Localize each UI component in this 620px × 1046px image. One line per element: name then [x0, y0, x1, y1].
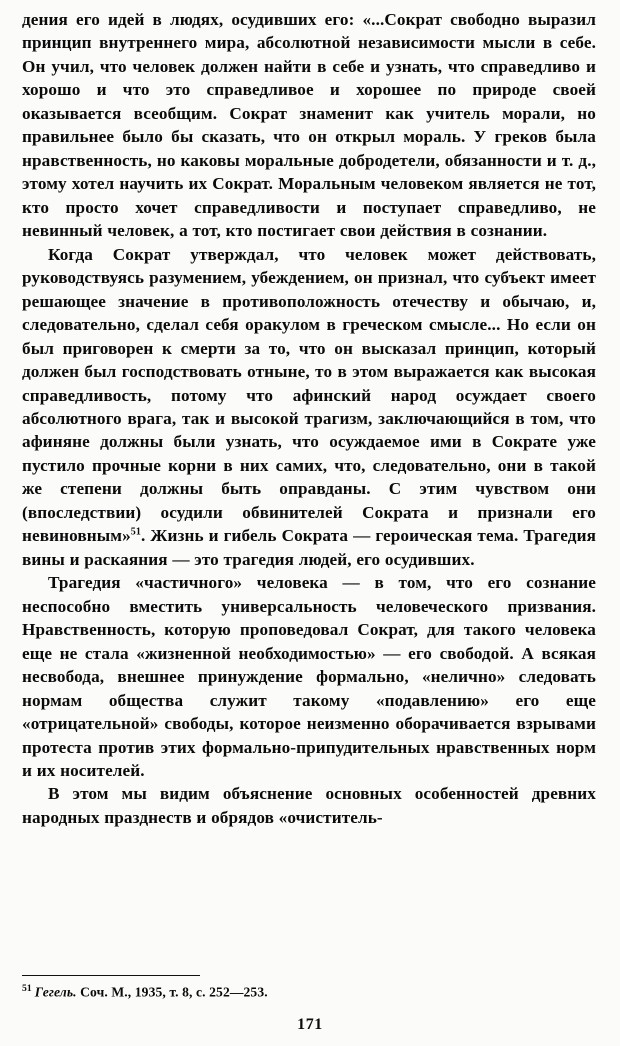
footnote-area — [22, 975, 596, 1002]
paragraph-2-text-before-footnote: Когда Сократ утверждал, что человек может действовать, руководствуясь разумением, убеждением, он признал, что субъект имеет решающее значение в противоположность отечеству и обычаю, и, следовательно, сделал себя оракулом в греческом смысле... Но если он был приговорен к смерти за то, что он высказал принцип, который должен был господствовать отныне, то в этом выражается как высокая справедливость, потому что афинский народ осуждает своего абсолютного врага, так и высокой трагизм, заключающийся в том, что афиняне должны были узнать, что осуждаемое ими в Сократе уже пустило прочные корни в них самих, что, следовательно, они в такой же степени должны быть оправданы. С этим чувством они (впоследствии) осудили обвинителей Сократа и признали его невиновным» — [22, 244, 596, 546]
footnote-text: Соч. М., 1935, т. 8, с. 252—253. — [76, 985, 268, 1001]
paragraph-2-text-after-footnote: . Жизнь и гибель Сократа — героическая тема. Трагедия вины и раскаяния — это трагедия людей, его осудивших. — [22, 526, 596, 569]
footnote-marker: 51 — [22, 983, 32, 995]
footnote-reference-51[interactable]: 51 — [130, 526, 141, 538]
paragraph-1: дения его идей в людях, осудивших его: «...Сократ свободно выразил принцип внутреннего мира, абсолютной независимости мысли в себе. Он учил, что человек должен найти в себе и узнать, что справедливо и хорошо и что это справедливое и хорошее по природе своей оказывается всеобщим. Сократ знаменит как учитель морали, но правильнее было бы сказать, что он открыл мораль. У греков была нравственность, но каковы моральные добродетели, обязанности и т. д., этому хотел научить их Сократ. Моральным человеком является не тот, кто просто хочет справедливости и поступает справедливо, не невинный человек, а тот, кто постигает свои действия в сознании. — [22, 10, 596, 241]
footnote-51 — [22, 983, 596, 1002]
page-number: 171 — [297, 1016, 323, 1033]
footnote-divider — [22, 975, 200, 976]
paragraph-4: В этом мы видим объяснение основных особенностей древних народных празднеств и обрядов «очиститель- — [22, 784, 596, 827]
paragraph-2 — [22, 243, 596, 572]
page-body — [22, 8, 596, 829]
footnote-source: Гегель. — [34, 985, 77, 1001]
paragraph-3: Трагедия «частичного» человека — в том, что его сознание неспособно вместить универсальность человеческого призвания. Нравственность, которую проповедовал Сократ, для такого человека еще не стала «жизненной необходимостью» — его свободой. А всякая несвобода, внешнее принуждение формально, «нелично» следовать нормам общества служит такому «подавлению» его еще «отрицательной» свободы, которое неизменно оборачивается взрывами протеста против этих формально-припудительных нравственных норм и их носителей. — [22, 573, 596, 780]
